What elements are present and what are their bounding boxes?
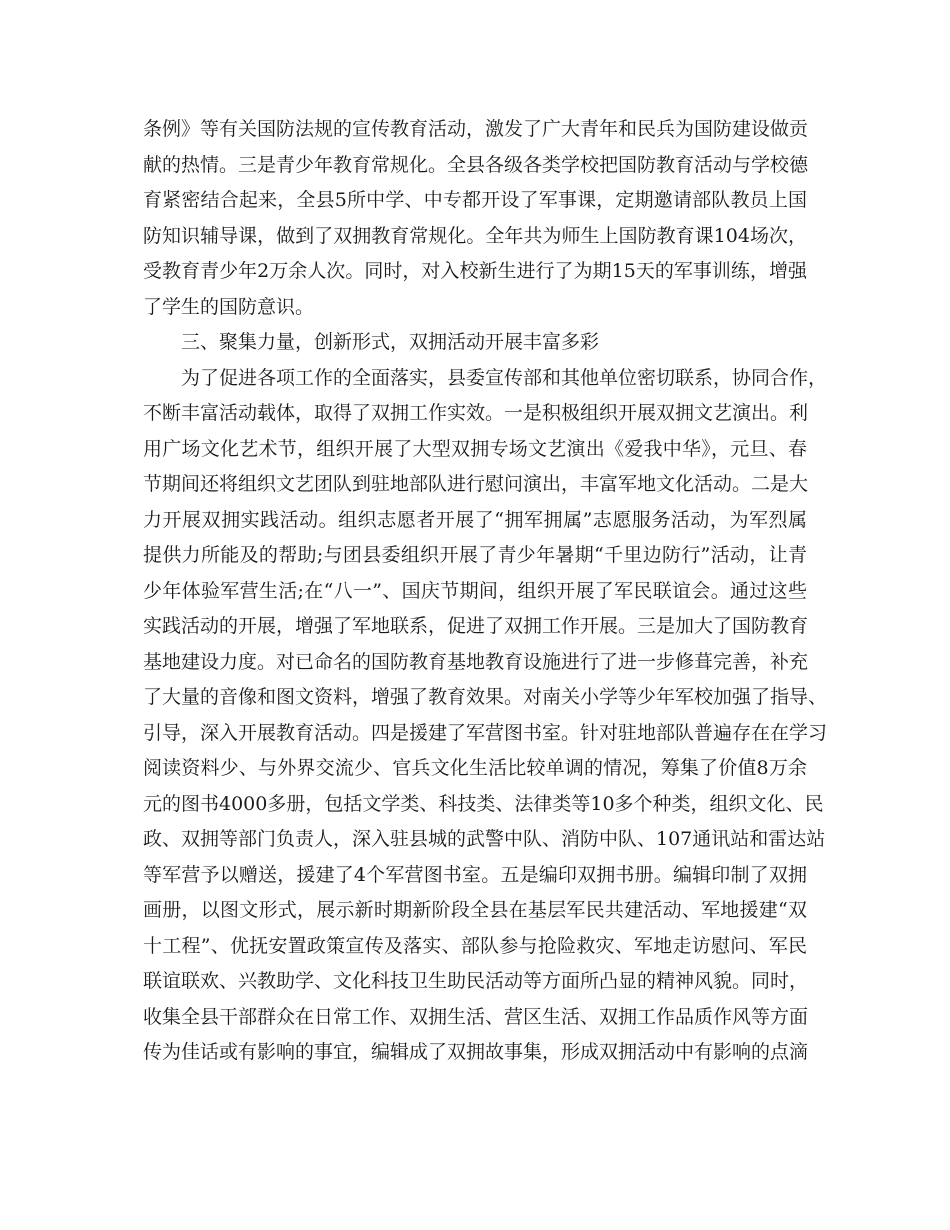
text-line: 节期间还将组织文艺团队到驻地部队进行慰问演出，丰富军地文化活动。二是大 [143, 473, 809, 495]
text-line: 画册，以图文形式，展示新时期新阶段全县在基层军民共建活动、军地援建“双 [143, 899, 807, 921]
text-line: 联谊联欢、兴教助学、文化科技卫生助民活动等方面所凸显的精神风貌。同时， [143, 970, 809, 992]
text-line: 实践活动的开展，增强了军地联系，促进了双拥工作开展。三是加大了国防教育 [143, 615, 809, 637]
text-line: 献的热情。三是青少年教育常规化。全县各级各类学校把国防教育活动与学校德 [143, 153, 809, 176]
text-line: 为了促进各项工作的全面落实，县委宣传部和其他单位密切联系，协同合作， [181, 366, 828, 389]
text-line: 提供力所能及的帮助;与团县委组织开展了青少年暑期“千里边防行”活动，让青 [143, 544, 807, 566]
text-line: 十工程”、优抚安置政策宣传及落实、部队参与抢险救灾、军地走访慰问、军民 [143, 934, 807, 957]
text-line: 传为佳话或有影响的事宜，编辑成了双拥故事集，形成双拥活动中有影响的点滴 [143, 1041, 809, 1063]
text-line: 少年体验军营生活;在“八一”、国庆节期间，组织开展了军民联谊会。通过这些 [143, 579, 807, 602]
body-text [143, 112, 828, 1071]
section-heading: 三、聚集力量，创新形式，双拥活动开展丰富多彩 [181, 331, 600, 353]
text-line: 防知识辅导课，做到了双拥教育常规化。全年共为师生上国防教育课104场次， [143, 224, 807, 247]
text-line: 引导，深入开展教育活动。四是援建了军营图书室。针对驻地部队普遍存在在学习 [143, 721, 828, 744]
text-line: 阅读资料少、与外界交流少、官兵文化生活比较单调的情况，筹集了价值8万余 [143, 757, 807, 779]
text-line: 力开展双拥实践活动。组织志愿者开展了“拥军拥属”志愿服务活动，为军烈属 [143, 508, 807, 531]
text-line: 了大量的音像和图文资料，增强了教育效果。对南关小学等少年军校加强了指导、 [143, 686, 828, 708]
text-line: 用广场文化艺术节，组织开展了大型双拥专场文艺演出《爱我中华》，元旦、春 [143, 437, 807, 460]
text-line: 不断丰富活动载体，取得了双拥工作实效。一是积极组织开展双拥文艺演出。利 [143, 402, 809, 424]
text-line: 政、双拥等部门负责人，深入驻县城的武警中队、消防中队、107通讯站和雷达站 [143, 828, 826, 850]
text-line: 基地建设力度。对已命名的国防教育基地教育设施进行了进一步修葺完善，补充 [143, 650, 809, 673]
text-line: 收集全县干部群众在日常工作、双拥生活、营区生活、双拥工作品质作风等方面 [143, 1005, 809, 1028]
text-line: 等军营予以赠送，援建了4个军营图书室。五是编印双拥书册。编辑印制了双拥 [143, 863, 807, 886]
text-line: 了学生的国防意识。 [143, 295, 315, 318]
text-line: 元的图书4000多册，包括文学类、科技类、法律类等10多个种类，组织文化、民 [143, 792, 824, 815]
text-line: 育紧密结合起来，全县5所中学、中专都开设了军事课，定期邀请部队教员上国 [143, 189, 807, 211]
text-line: 受教育青少年2万余人次。同时，对入校新生进行了为期15天的军事训练，增强 [143, 260, 807, 282]
text-line: 条例》等有关国防法规的宣传教育活动，激发了广大青年和民兵为国防建设做贡 [143, 118, 809, 140]
